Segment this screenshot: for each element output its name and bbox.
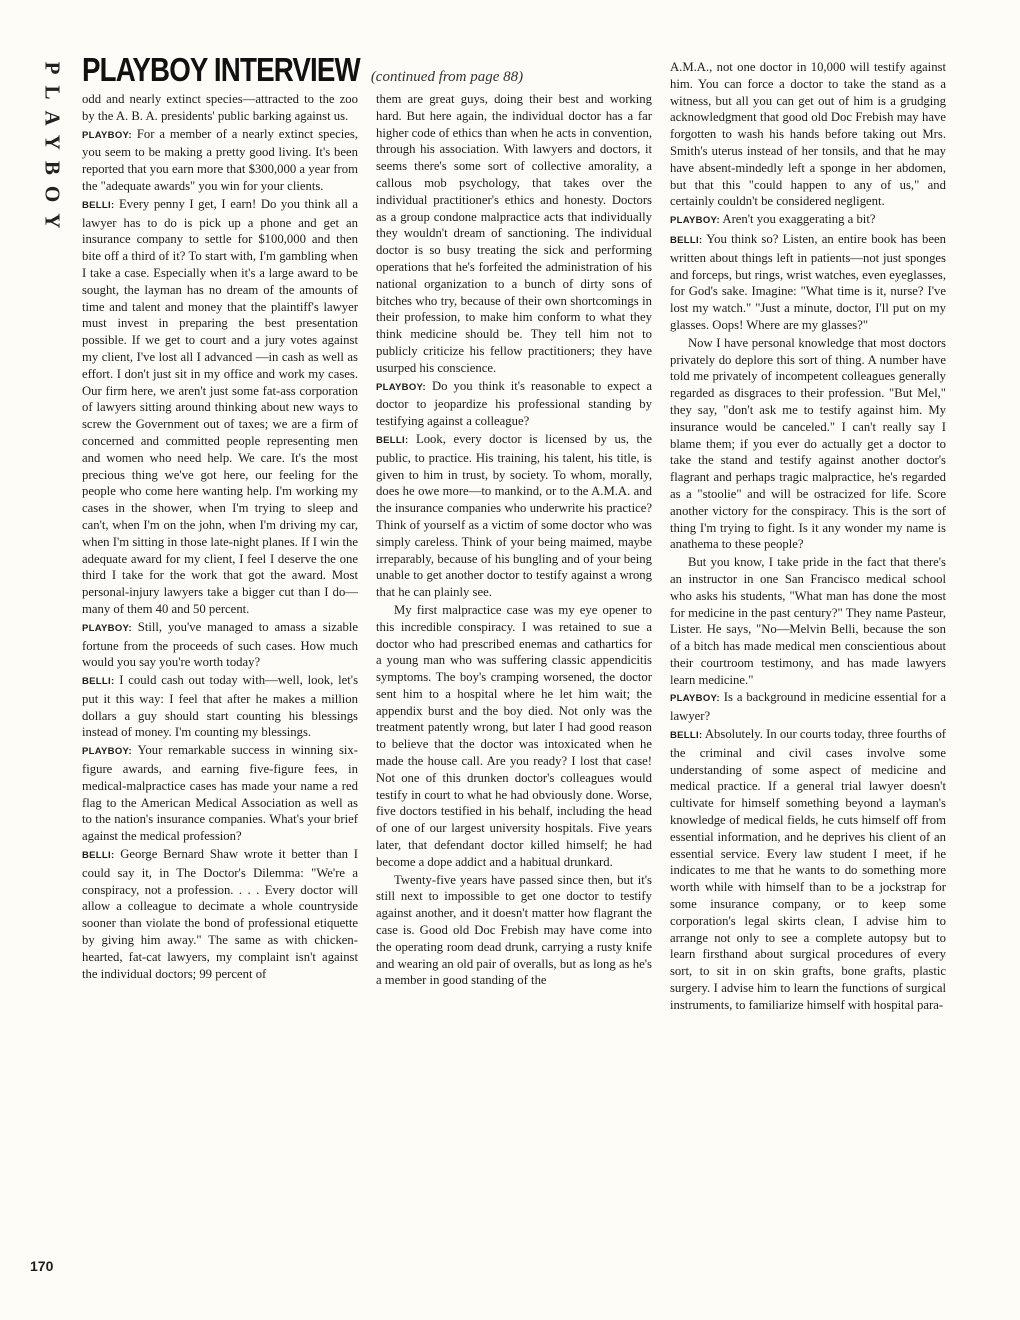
paragraph-text: My first malpractice case was my eye opener to this incredible conspiracy. I was retained to sue a doctor who had prescribed enemas and cathartics for a young man who was suffering classic appendicitis symptoms. The boy's cramping worsened, the doctor sent him to a hospital where he let him wait; the appendix burst and the boy died. Not only was the treatment patently wrong, but later I had good reason to believe that the doctor was intoxicated when he made the house call. Are you ready? I lost that case! Not one of this drunken doctor's colleagues would testify in court to what he had obviously done. Worse, five doctors testified in his behalf, including the head of one of our largest university hospitals. Five years later, that defendant doctor killed himself; he had become a dope addict and a habitual drunkard. (376, 602, 652, 869)
paragraph-text: Every penny I get, I earn! Do you think all a lawyer has to do is pick up a phone and get an insurance company to settle for $100,000 and then bite off a third of it? To start with, I'm gambling when I take a case. Especially when it's a large award to be sought, the layman has no dream of the amounts of time and talent and money that the plaintiff's lawyer must invest in preparing the best presentation possible. If we get to court and a jury votes against my client, I've lost all I advanced —in cash as well as effort. I don't just sit in my office and work my cases. Our firm here, we aren't just some fat-ass corporation of lawyers sitting around thinking about new ways to screw the Government out of taxes; we are a firm of concerned and committed people representing men and women who need help. We care. It's the most precious thing we've got here, our feeling for the people who come here wanting help. I'm working my cases in the shower, when I'm trying to sleep and can't, when I'm on the john, when I'm driving my car, when I'm sitting in those late-night planes. If I win the adequate award for my client, I feel I deserve the one third I take for the work that got the award. Most personal-injury lawyers take a bigger cut than I do—many of them 40 and 50 percent. (82, 196, 358, 616)
vertical-logo (40, 45, 64, 255)
paragraph-text: Twenty-five years have passed since then, but it's still next to impossible to get one doctor to testify against another, and it doesn't matter how flagrant the case is. Good old Doc Frebish may have come into the operating room dead drunk, carrying a rusty knife and wearing an old pair of overalls, but as long as he's a member in good standing of the (376, 872, 652, 988)
speaker-label: BELLI: (376, 434, 409, 446)
paragraph-text: George Bernard Shaw wrote it better than I could say it, in The Doctor's Dilemma: "We're a conspiracy, not a profession. . . . Every doctor will allow a colleague to decimate a whole countryside sooner than violate the bond of professional etiquette by giving him away." The same as with chicken-hearted, fat-cat lawyers, my complaint isn't against the individual doctors; 99 percent of (82, 847, 358, 981)
paragraph (82, 672, 358, 741)
page-number: 170 (30, 1258, 54, 1274)
paragraph (82, 91, 358, 125)
paragraph (376, 91, 652, 377)
paragraph (670, 335, 946, 553)
speaker-label: PLAYBOY: (82, 622, 132, 634)
paragraph (82, 742, 358, 845)
paragraph (670, 554, 946, 688)
speaker-label: BELLI: (670, 234, 703, 246)
paragraph (670, 726, 946, 1014)
speaker-label: BELLI: (82, 676, 115, 688)
paragraph (670, 689, 946, 725)
text-column-3 (670, 59, 946, 1279)
paragraph-text: Your remarkable success in winning six-figure awards, and earning five-figure fees, in medical-malpractice cases has made your name a red flag to the American Medical Association as well as to the nation's insurance companies. What's your brief against the medical profession? (82, 743, 358, 844)
paragraph-text: You think so? Listen, an entire book has been written about things left in patients—not just sponges and forceps, but rings, wrist watches, even eyeglasses, for God's sake. Imagine: "What time is it, nurse? I've lost my watch." "Just a minute, doctor, I'll put on my glasses. Oops! Where are my glasses?" (670, 231, 946, 332)
speaker-label: BELLI: (670, 730, 703, 742)
paragraph-text: them are great guys, doing their best and working hard. But here again, the individual doctor has a far higher code of ethics than when he acts in convention, through his association. With lawyers and doctors, it seems there's some sort of collective amorality, a callous mob psychology, that takes over the individual practitioner's ethics and honesty. Doctors as a group condone malpractice acts that individually they wouldn't dream of sanctioning. The individual doctor is so busy treating the sick and performing operations that he's forfeited the administration of his national organization to a bunch of dirty sons of bitches who try, because of their own shortcomings in their profession, to make him conform to what they think medicine should be. They tell him not to publicly criticize his fellow practitioners; they have usurped his conscience. (376, 92, 652, 375)
page-title: PLAYBOY INTERVIEW (82, 51, 360, 88)
paragraph (670, 231, 946, 334)
paragraph (670, 211, 946, 230)
paragraph-text: Do you think it's reasonable to expect a doctor to jeopardize his professional standing by testifying against a colleague? (376, 378, 652, 429)
paragraph (82, 196, 358, 618)
paragraph-text: Absolutely. In our courts today, three fourths of the criminal and civil cases involve some understanding of some aspect of medicine and medical practice. If a general trial lawyer doesn't cultivate for himself something beyond a layman's knowledge of medical fields, he cuts himself off from essential information, and he deprives his client of an essential service. Every law student I meet, if he indicates to me that he wants to do something more worth while with himself than to be a jockstrap for some insurance company, or to keep some corporation's legal skirts clean, I advise him to arrange not only to see a complete autopsy but to learn firsthand about surgical procedures of every sort, to sit in on skin grafts, bone grafts, plastic surgery. I advise him to learn the functions of surgical instruments, to familiarize himself with hospital para- (670, 727, 946, 1012)
speaker-label: PLAYBOY: (670, 215, 720, 227)
speaker-label: PLAYBOY: (82, 746, 132, 758)
paragraph-text: Aren't you exaggerating a bit? (722, 212, 876, 227)
speaker-label: PLAYBOY: (376, 381, 426, 393)
paragraph (376, 602, 652, 871)
paragraph (82, 619, 358, 671)
paragraph (376, 872, 652, 990)
paragraph (82, 846, 358, 982)
paragraph-text: Look, every doctor is licensed by us, the public, to practice. His training, his talent, his title, is given to him in trust, by society. To whom, morally, does he owe more—to mankind, or to the A.M.A. and the insurance companies who underwrite his practice? Think of yourself as a victim of some doctor who was simply careless. Think of your being maimed, maybe irreparably, because of his bungling and of your being unable to get another doctor to testify against a wrong that he can plainly see. (376, 431, 652, 600)
paragraph-text: A.M.A., not one doctor in 10,000 will testify against him. You can force a doctor to take the stand as a witness, but all you can get out of him is a grudging acknowledgment that good old Doc Frebish may have forgotten to wash his hands before taking out Mrs. Smith's uterus instead of her tonsils, and that he may have absent-mindedly left a sponge in her abdomen, but that this "could happen to any of us," and certainly couldn't be considered negligent. (670, 60, 946, 209)
paragraph (376, 378, 652, 430)
paragraph-text: I could cash out today with—well, look, let's put it this way: I feel that after he makes a million dollars a guy should start counting his blessings instead of money. I'm counting my blessings. (82, 673, 358, 740)
paragraph-text: Now I have personal knowledge that most doctors privately do deplore this sort of thing. A number have told me privately of incompetent colleagues generally regarded as disgraces to their profession. "But Mel," they say, "don't ask me to testify against him. My insurance would be canceled." I can't really say I blame them; if you ever do actually get a doctor to take the stand and testify against another doctor's flagrant and perhaps tragic malpractice, he's regarded as a "stoolie" and will be ostracized for life. Score another victory for the conspiracy. This is the sort of thing I'm trying to fight. Is it any wonder my name is anathema to these people? (670, 335, 946, 552)
speaker-label: BELLI: (82, 199, 115, 211)
paragraph (376, 431, 652, 601)
paragraph-text: Still, you've managed to amass a sizable fortune from the proceeds of such cases. How much would you say you're worth today? (82, 619, 358, 670)
text-column-2 (376, 91, 652, 1276)
paragraph-text: For a member of a nearly extinct species, you seem to be making a pretty good living. It's been reported that you earn more that $300,000 a year from the "adequate awards" you win for your clients. (82, 126, 358, 193)
speaker-label: BELLI: (82, 850, 115, 862)
paragraph (82, 126, 358, 195)
text-column-1 (82, 91, 358, 1276)
paragraph (670, 59, 946, 210)
paragraph-text: Is a background in medicine essential for a lawyer? (670, 690, 946, 724)
vertical-logo-text: PLAYBOY (40, 61, 65, 239)
paragraph-text: odd and nearly extinct species—attracted to the zoo by the A. B. A. presidents' public barking against us. (82, 92, 358, 123)
paragraph-text: But you know, I take pride in the fact that there's an instructor in one San Francisco medical school who asks his students, "What man has done the most for medicine in the past century?" They name Pasteur, Lister. He says, "No—Melvin Belli, because the son of a bitch has made medical men conscientious about their courtroom testimony, and has made lawyers learn medicine." (670, 555, 946, 687)
continued-note: (continued from page 88) (370, 69, 524, 85)
speaker-label: PLAYBOY: (670, 693, 720, 705)
speaker-label: PLAYBOY: (82, 129, 132, 141)
page-header (82, 51, 642, 91)
